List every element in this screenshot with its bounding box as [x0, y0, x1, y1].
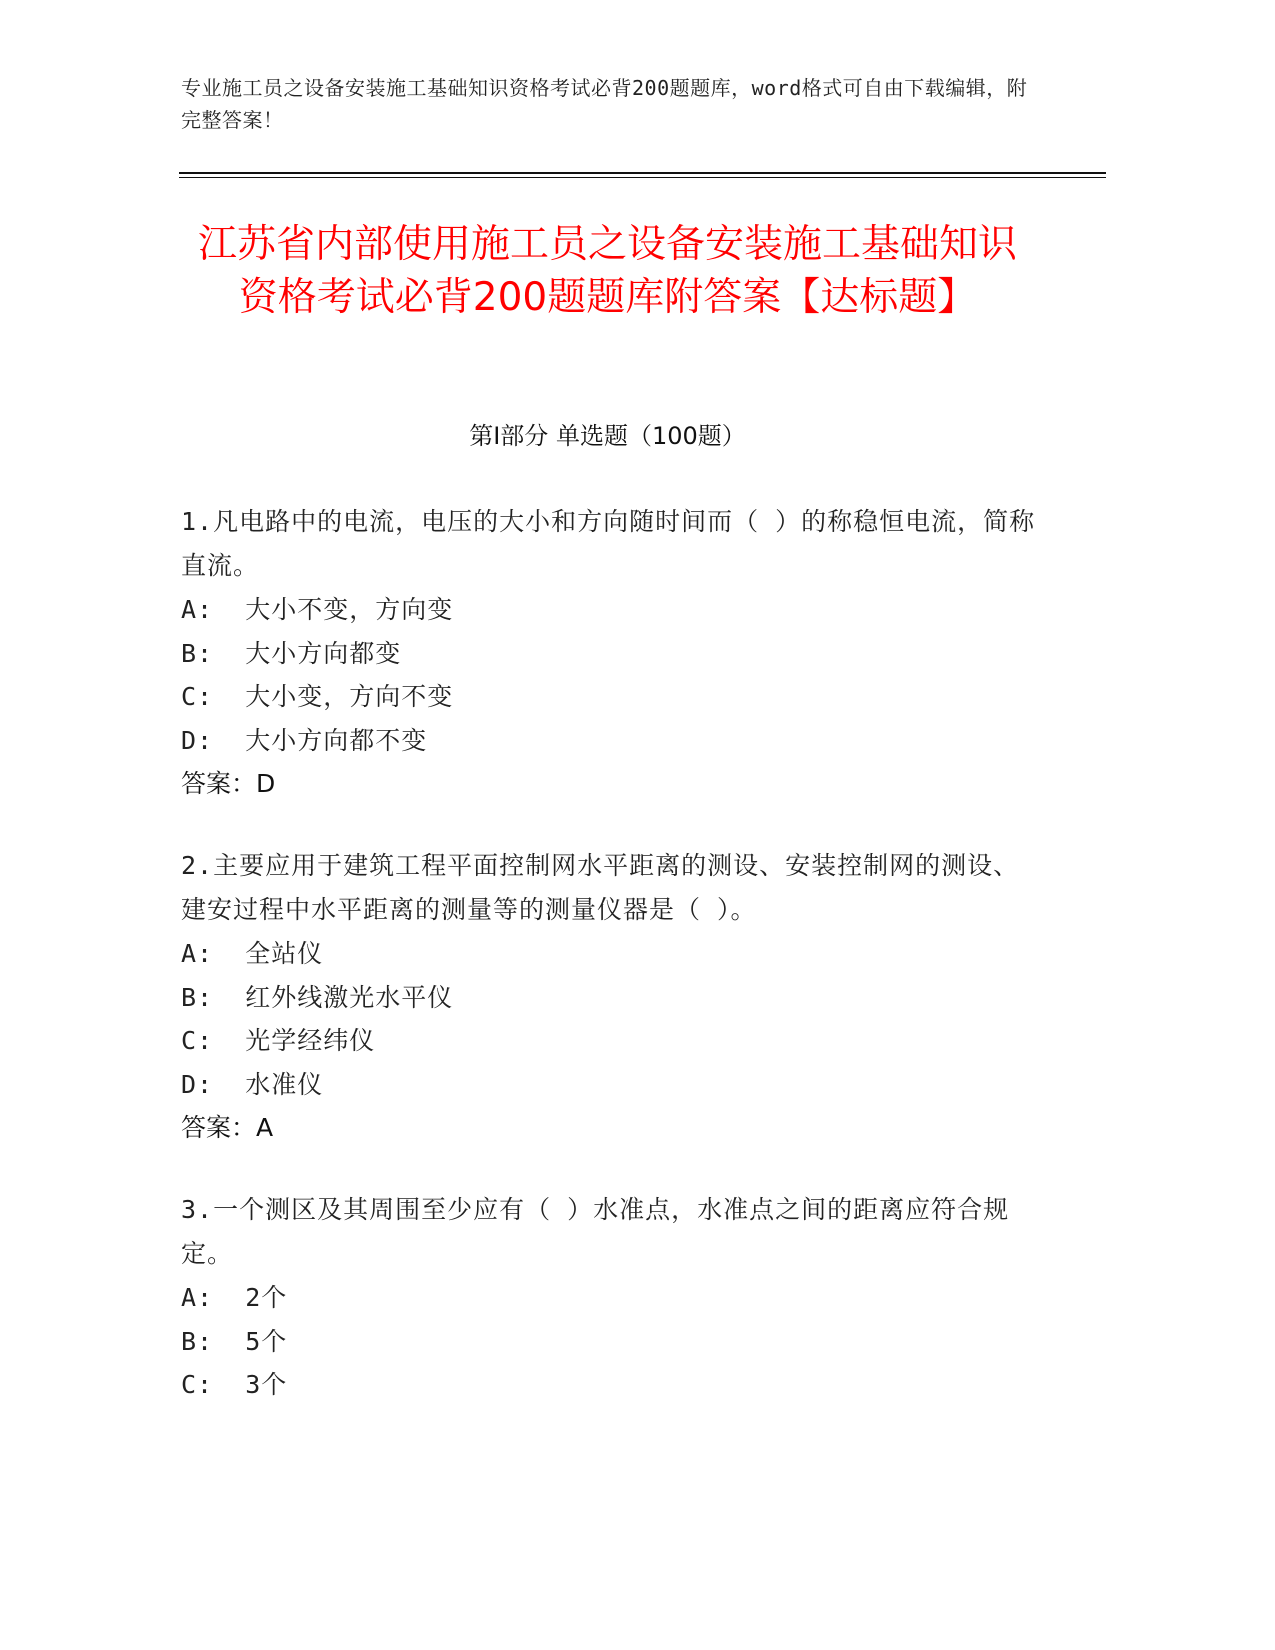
option-d: D: 大小方向都不变 — [181, 725, 428, 755]
question-stem: 2.主要应用于建筑工程平面控制网水平距离的测设、安装控制网的测设、建安过程中水平距离的测量等的测量仪器是（ ）。 — [181, 851, 1020, 924]
question-list — [181, 500, 1041, 1445]
option-d: D: 水准仪 — [181, 1069, 324, 1099]
option-a: A: 大小不变，方向变 — [181, 595, 454, 624]
answer: 答案：D — [181, 769, 276, 798]
section-title: 第Ⅰ部分 单选题（100题） — [469, 422, 746, 450]
header-note: 专业施工员之设备安装施工基础知识资格考试必背200题题库，word格式可自由下载编辑，附完整答案！ — [181, 76, 1028, 132]
question-item — [181, 1188, 1041, 1407]
option-b: B: 5个 — [181, 1326, 288, 1356]
option-b: B: 大小方向都变 — [181, 638, 402, 668]
option-c: C: 光学经纬仪 — [181, 1026, 376, 1055]
question-item — [181, 844, 1041, 1150]
header-divider-thin — [179, 177, 1106, 178]
option-b: B: 红外线激光水平仪 — [181, 982, 454, 1012]
option-c: C: 3个 — [181, 1370, 288, 1399]
document-title: 江苏省内部使用施工员之设备安装施工基础知识资格考试必背200题题库附答案【达标题】 — [197, 222, 1017, 320]
header-divider-thick — [179, 172, 1106, 174]
question-item — [181, 500, 1041, 806]
answer: 答案：A — [181, 1113, 274, 1142]
question-stem: 1.凡电路中的电流，电压的大小和方向随时间而（ ）的称稳恒电流，简称直流。 — [181, 507, 1036, 580]
option-a: A: 全站仪 — [181, 939, 324, 968]
option-c: C: 大小变，方向不变 — [181, 682, 454, 711]
option-a: A: 2个 — [181, 1283, 288, 1312]
question-stem: 3.一个测区及其周围至少应有（ ）水准点，水准点之间的距离应符合规定。 — [181, 1195, 1010, 1268]
